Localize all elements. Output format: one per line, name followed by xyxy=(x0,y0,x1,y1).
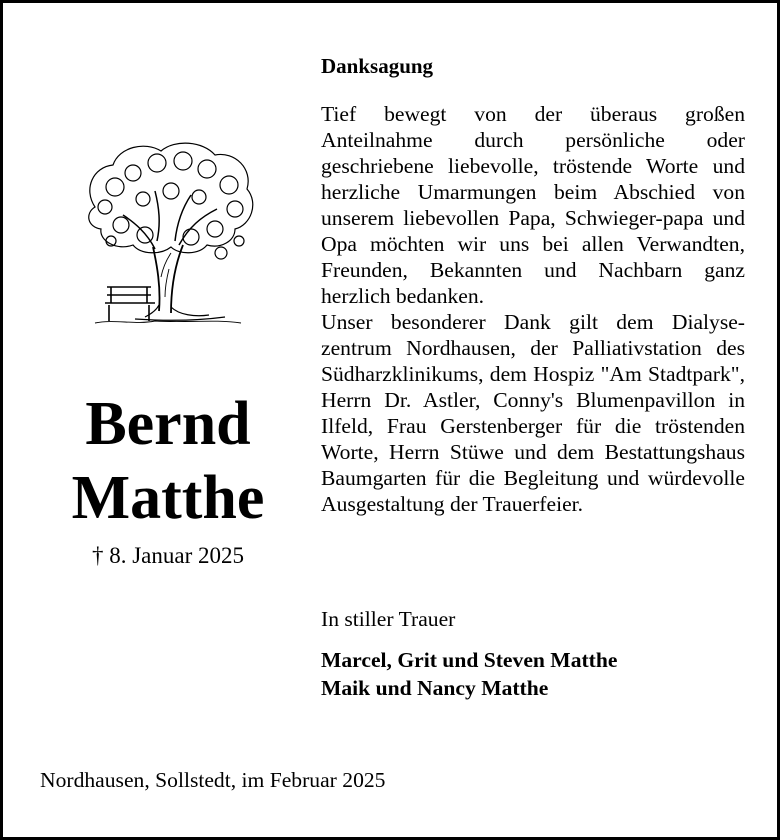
place-and-date: Nordhausen, Sollstedt, im Februar 2025 xyxy=(40,768,386,792)
deceased-first-name: Bernd xyxy=(85,390,251,458)
tree-with-bench-icon xyxy=(75,137,259,333)
signer-line: Marcel, Grit und Steven Matthe xyxy=(321,648,618,672)
signers xyxy=(321,646,617,702)
signer-line: Maik und Nancy Matthe xyxy=(321,676,549,700)
mourning-line: In stiller Trauer xyxy=(321,607,456,631)
thanks-paragraph: Tief bewegt von der überaus großen Anteilnahme durch persönliche oder geschriebene liebevolle, tröstende Worte und herzliche Umarmungen beim Abschied von unserem liebevollen Papa, Schwieger-papa und Opa möchten wir uns bei allen Verwandten, Freunden, Bekannten und Nachbarn ganz herzlich bedanken. xyxy=(321,102,745,308)
notice-body xyxy=(321,101,745,517)
notice-heading: Danksagung xyxy=(321,54,434,78)
special-thanks-paragraph: Unser besonderer Dank gilt dem Dialyse-zentrum Nordhausen, der Palliativstation des Südharzklinikums, dem Hospiz "Am Stadtpark", Herrn Dr. Astler, Conny's Blumenpavillon in Ilfeld, Frau Gerstenberger für die tröstenden Worte, Herrn Stüwe und dem Bestattungshaus Baumgarten für die Begleitung und würdevolle Ausgestaltung der Trauerfeier. xyxy=(321,310,745,516)
deceased-last-name: Matthe xyxy=(71,464,265,532)
death-date: † 8. Januar 2025 xyxy=(91,543,245,568)
